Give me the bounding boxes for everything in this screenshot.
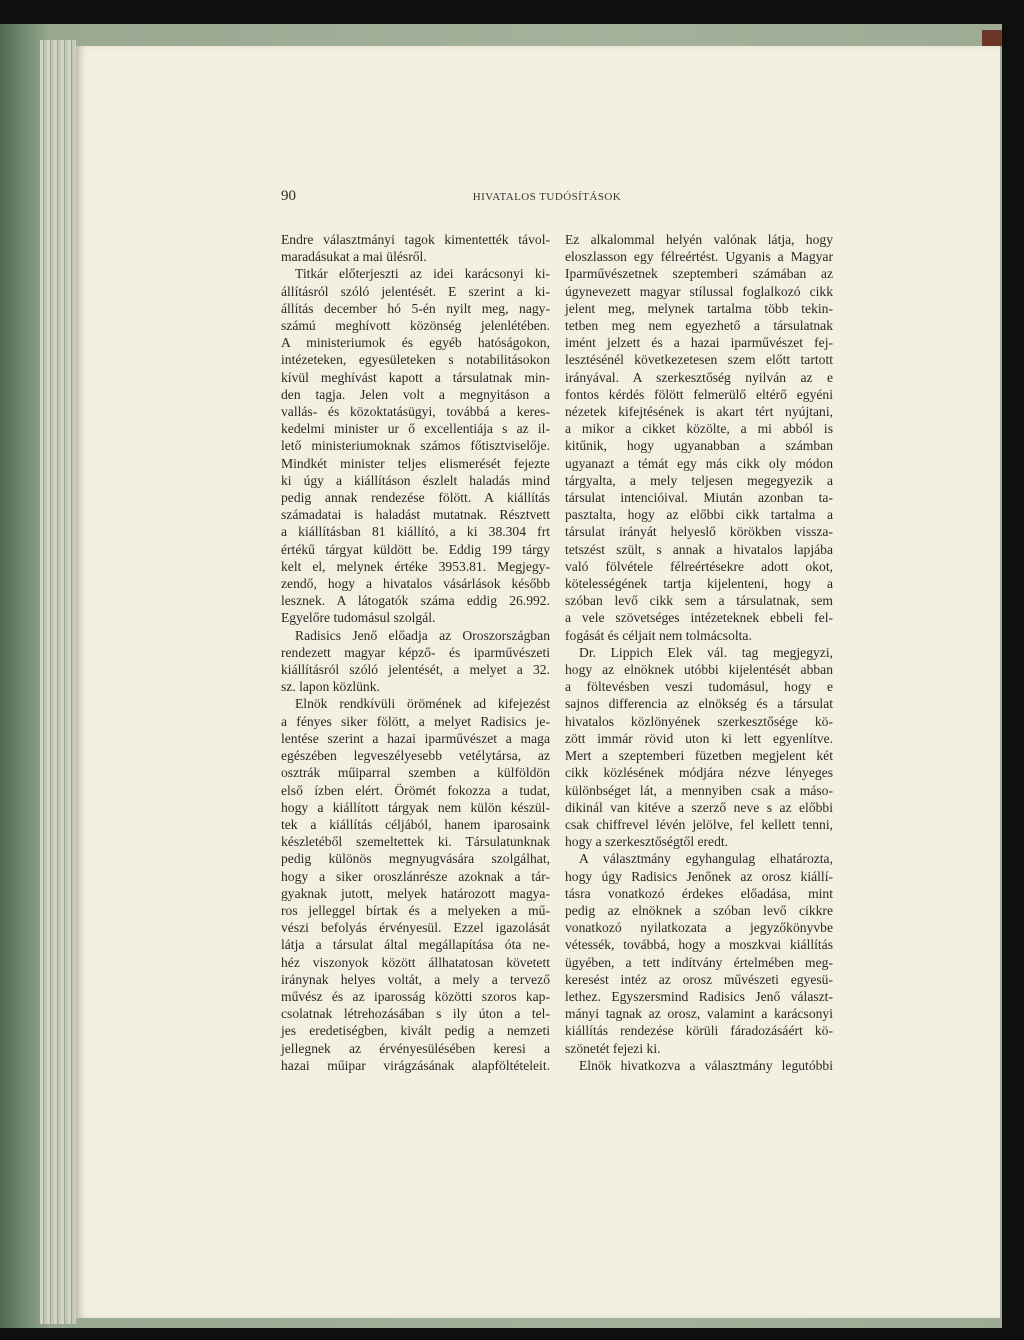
text-line: a kiállításban 81 kiállító, a ki 38.304 frt [281, 524, 550, 540]
text-line: osztrák műiparral szemben a külföldön [281, 765, 550, 781]
text-line: ügyében, a tett indítvány értelmében meg- [565, 954, 833, 970]
text-line: ugyanazt a témát egy más cikk oly módon [565, 455, 833, 471]
text-line: csolatnak létrehozásában s ily úton a tel- [281, 1006, 550, 1022]
text-line: vészi befolyás érvényesül. Ezzel igazolását [281, 920, 550, 936]
text-line: a vele szövetséges intézeteknek ebbeli fel- [565, 610, 833, 626]
paragraph [281, 265, 550, 626]
text-line: jes eredetiségben, kivált pedig a nemzeti [281, 1023, 550, 1039]
text-line: Titkár előterjeszti az idei karácsonyi ki- [295, 266, 550, 282]
paragraph [565, 1057, 833, 1074]
text-line: vallás- és közoktatásügyi, továbbá a keres- [281, 404, 550, 420]
text-line: maradásukat a mai ülésről. [281, 249, 427, 265]
text-line: kiállításról szóló jelentését, a melyet a 32. [281, 662, 550, 678]
text-line: állítás december hó 5-én nyilt meg, nagy- [281, 300, 550, 316]
text-line: Mert a szeptemberi füzetben megjelent két [565, 748, 833, 764]
text-line: állításról szóló jelentését. E szerint a ki- [281, 283, 550, 299]
text-line: készletéből szemeltettek ki. Társulatunknak [281, 834, 550, 850]
text-line: hazai műipar virágzásának alapföltételeit. [281, 1057, 550, 1073]
text-line: első ízben elért. Örömét fokozza a tudat, [281, 782, 550, 798]
text-line: pasztalta, hogy az előbbi cikk tartalma a [565, 507, 833, 523]
text-line: irányával. A szerkesztőség nyilván az e [565, 369, 833, 385]
binding-mark [982, 30, 1002, 46]
text-line: ki úgy a kiállításon észlelt haladás mind [281, 472, 550, 488]
text-line: fogását és céljait nem tolmácsolta. [565, 627, 752, 643]
text-line: Elnök rendkívüli örömének ad kifejezést [295, 696, 550, 712]
text-line: sajnos differencia az elnökség és a társulat [565, 696, 833, 712]
paragraph [565, 850, 833, 1056]
running-head: HIVATALOS TUDÓSÍTÁSOK [472, 191, 622, 203]
text-line: pedig annak rendezése fölött. A kiállítás [281, 490, 550, 506]
text-line: cikk közlésének módjára nézve lényeges [565, 765, 833, 781]
text-line: a fényes siker fölött, a melyet Radisics je- [281, 713, 550, 729]
paragraph [565, 231, 833, 644]
text-line: Dr. Lippich Elek vál. tag megjegyzi, [579, 644, 833, 660]
page [76, 46, 1000, 1318]
text-line: lesznek. A látogatók száma eddig 26.992. [281, 593, 550, 609]
text-line: héz viszonyok között állhatatosan követett [281, 954, 550, 970]
text-line: különbséget lát, a mennyiben csak a máso- [565, 782, 833, 798]
text-line: rendezett magyar képző- és iparművészeti [281, 644, 550, 660]
text-line: hogy a siker oroszlánrésze azoknak a tár- [281, 868, 550, 884]
text-line: kötelességének tartja kijelenteni, hogy a [565, 576, 833, 592]
text-line: A választmány egyhangulag elhatározta, [579, 851, 833, 867]
text-line: zött immár rövid uton ki lett egyenlítve. [565, 730, 833, 746]
text-line: lető ministeriumoknak számos főtisztviselője. [281, 438, 550, 454]
page-edges [40, 40, 76, 1324]
text-line: dikinál van kitéve a szerző neve s az előbbi [565, 799, 833, 815]
paragraph [565, 644, 833, 850]
text-line: a föltevésben veszi tudomásul, hogy e [565, 679, 833, 695]
text-line: Ez alkalommal helyén valónak látja, hogy [565, 232, 833, 247]
text-line: számadatai is haladást mutatnak. Résztvett [281, 507, 550, 523]
text-line: értékű tárgyat küldött be. Eddig 199 tárgy [281, 541, 550, 557]
text-line: számú meghívott közönség jelenlétében. [281, 318, 550, 334]
text-line: szóban levő cikk sem a társulatnak, sem [565, 593, 833, 609]
text-line: egészében legveszélyesebb vetélytársa, az [281, 748, 550, 764]
text-line: keresést intéz az orosz művészeti egyesü- [565, 971, 833, 987]
text-line: lesztésénél következetesen szem előtt tartott [565, 352, 833, 368]
paragraph [281, 231, 550, 265]
text-line: gyaknak jutott, melyek határozott magya- [281, 885, 550, 901]
right-column [565, 231, 833, 1074]
text-line: pedig különös megnyugvására szolgálhat, [281, 851, 550, 867]
text-line: Mindkét minister teljes elismerését fejezte [281, 455, 550, 471]
text-line: tek a kiállítás céljából, hanem iparosaink [281, 816, 550, 832]
text-line: tásra vonatkozó érdekes előadása, mint [565, 885, 833, 901]
paragraph [281, 627, 550, 696]
text-line: kelt el, melynek értéke 3953.81. Megjegy- [281, 558, 550, 574]
text-line: kívül meghívást kapott a társulatnak min- [281, 369, 550, 385]
text-line: vétessék, továbbá, hogy a moszkvai kiállítás [565, 937, 833, 953]
text-line: művész és az iparosság közötti szoros kap- [281, 988, 550, 1004]
text-line: Iparművészetnek szeptemberi számában az [565, 266, 833, 282]
text-line: hogy a kiállított tárgyak nem külön készül- [281, 799, 550, 815]
text-line: fontos kérdés fölött felmerülő eltérő egyéni [565, 386, 833, 402]
text-line: hogy a szerkesztőségtől eredt. [565, 834, 729, 850]
page-number: 90 [281, 188, 296, 204]
text-line: jellegnek az érvényesülésében keresi a [281, 1040, 550, 1056]
text-line: tetben meg nem egyezhető a társulatnak [565, 318, 833, 334]
text-line: sz. lapon közlünk. [281, 679, 380, 695]
text-line: tetszést szült, s annak a hivatalos lapjába [565, 541, 833, 557]
text-line: kedelmi minister ur ő excellentiája s az il- [281, 421, 550, 437]
text-line: hogy az elnöknek utóbbi kijelentését abban [565, 662, 833, 678]
text-line: Endre választmányi tagok kimentették távol- [281, 232, 550, 247]
text-line: lentése szerint a hazai iparművészet a maga [281, 730, 550, 746]
text-line: intézeteken, egyesületeken s notabilitásokon [281, 352, 550, 368]
text-line: imént jelzett és a hazai iparművészet fej- [565, 335, 833, 351]
text-line: lethez. Egyszersmind Radisics Jenő választ- [565, 988, 833, 1004]
text-line: csak chiffrevel lévén jelölve, fel kellett tenni, [565, 816, 833, 832]
text-line: szönetét fejezi ki. [565, 1040, 661, 1056]
text-line: mányi tagnak az orosz, valamint a karácsonyi [565, 1006, 833, 1022]
paragraph [281, 695, 550, 1073]
text-line: jelent meg, melynek tartalma több tekin- [565, 300, 833, 316]
text-line: társulat irányát helyeslő körökben vissza- [565, 524, 833, 540]
text-line: ros jelleggel bírtak és a melyeken a mű- [281, 902, 550, 918]
text-line: zendő, hogy a hivatalos vásárlások később [281, 576, 550, 592]
text-line: eloszlasson egy félreértést. Ugyanis a Magyar [565, 249, 833, 265]
left-column [281, 231, 550, 1074]
text-line: den tagja. Jelen volt a megnyitáson a [281, 386, 550, 402]
text-line: nézetek kifejtésének is akart tért nyújtani, [565, 404, 833, 420]
text-line: Radisics Jenő előadja az Oroszországban [295, 627, 550, 643]
text-line: kiállítás rendezése körüli fáradozásáért kö- [565, 1023, 833, 1039]
text-line: vonatkozó nyilatkozata a jegyzőkönyvbe [565, 920, 833, 936]
text-line: pedig az elnöknek a szóban levő cikkre [565, 902, 833, 918]
text-line: iránynak helyes voltát, a mely a tervező [281, 971, 550, 987]
text-line: Egyelőre tudomásul szolgál. [281, 610, 436, 626]
text-line: a mikor a cikket közölte, a mi abból is [565, 421, 833, 437]
text-line: való fölvétele félreértésekre adott okot, [565, 558, 833, 574]
text-line: látja a társulat által megállapítása óta ne- [281, 937, 550, 953]
text-line: úgynevezett magyar stílussal foglalkozó cikk [565, 283, 833, 299]
text-line: hivatalos közlönyének szerkesztősége kö- [565, 713, 833, 729]
text-line: társulat intencióival. Miután azonban ta- [565, 490, 833, 506]
text-line: A ministeriumok és egyéb hatóságokon, [281, 335, 550, 351]
text-line: Elnök hivatkozva a választmány legutóbbi [579, 1057, 833, 1073]
text-line: kitűnik, hogy ugyanabban a számban [565, 438, 833, 454]
text-line: tárgyalta, a mely teljesen megegyezik a [565, 472, 833, 488]
text-line: hogy úgy Radisics Jenőnek az orosz kiállí- [565, 868, 833, 884]
